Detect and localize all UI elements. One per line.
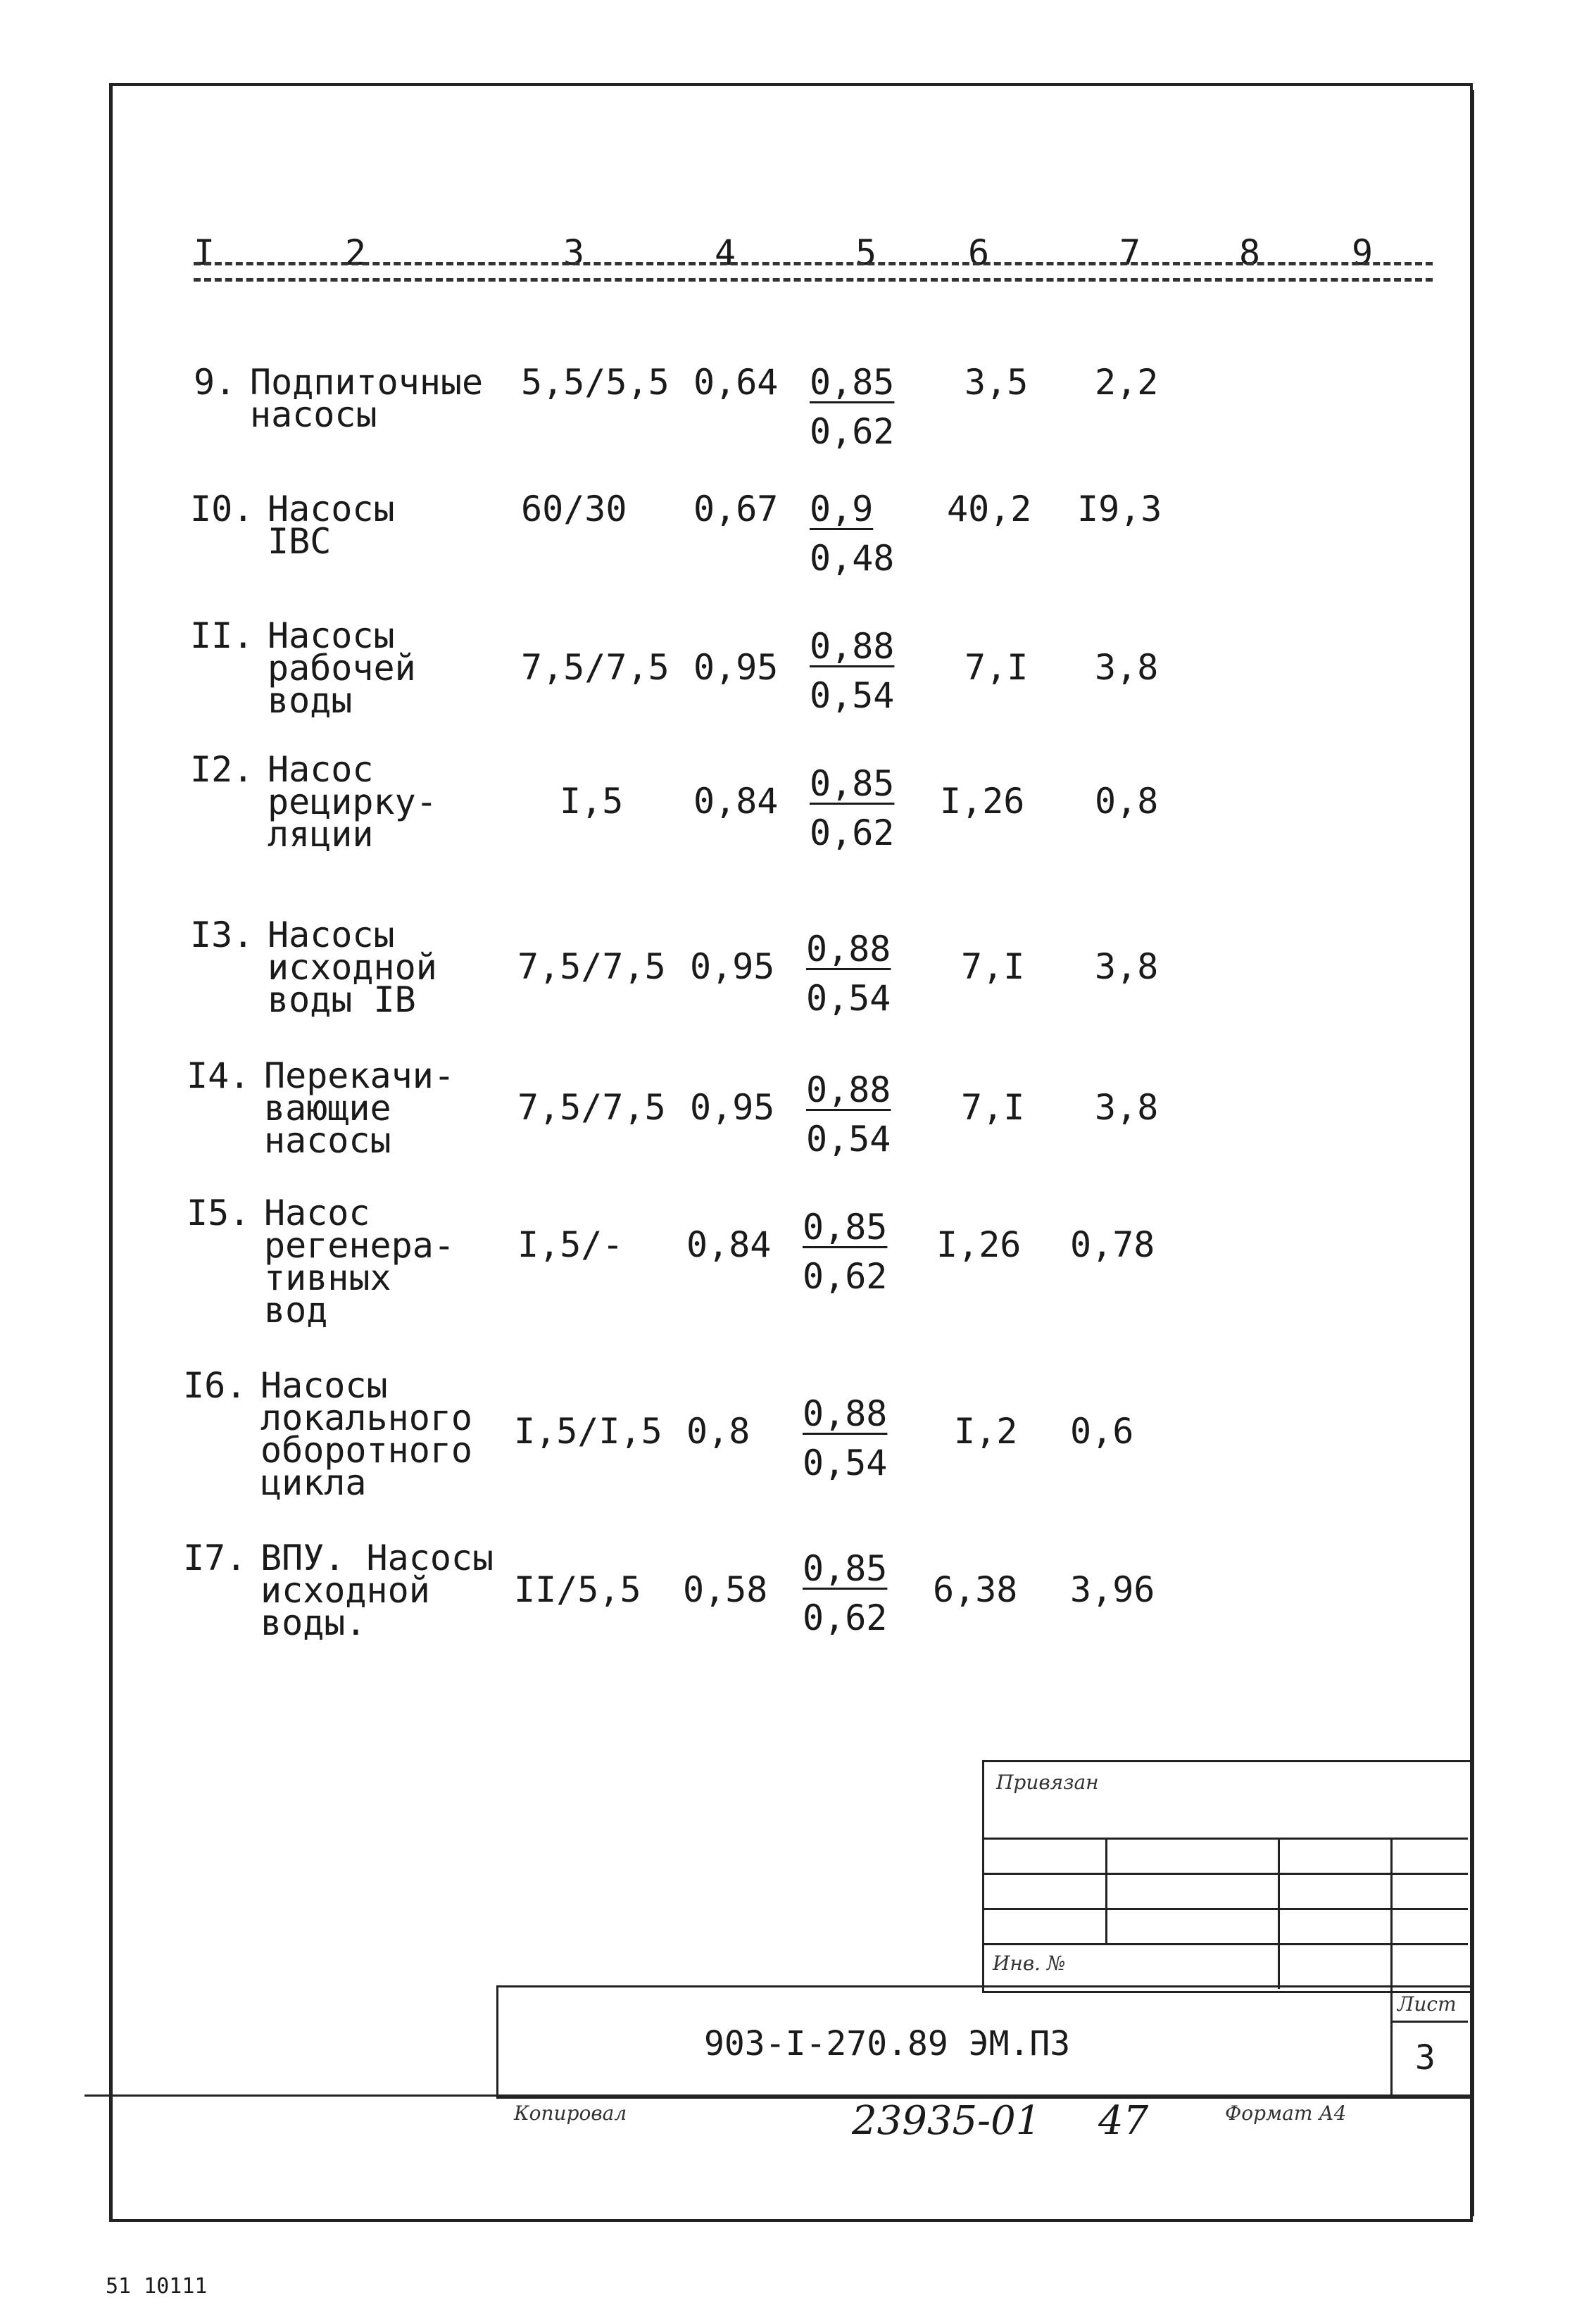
cell-col6: I,2 (954, 1411, 1018, 1452)
cell-power: 5,5/5,5 (521, 362, 670, 403)
stamp-line (1390, 1838, 1393, 1989)
cell-coef: 0,64 (693, 362, 779, 403)
copied-by-label: Копировал (514, 2102, 627, 2125)
cell-cos-bottom: 0,54 (806, 978, 891, 1019)
stamp-line (982, 1943, 1468, 1945)
cell-cos-bottom: 0,54 (803, 1443, 888, 1483)
row-name: Насос рецирку- ляции (268, 749, 437, 855)
cell-coef: 0,58 (683, 1569, 768, 1610)
cell-col7: 3,8 (1095, 946, 1159, 987)
cell-col7: 3,8 (1095, 1087, 1159, 1128)
cell-power: I,5 (560, 781, 624, 822)
inventory-number-label: Инв. № (993, 1952, 1066, 1975)
cell-cos-bottom: 0,62 (803, 1597, 888, 1638)
cell-cos-top: 0,85 (803, 1207, 888, 1248)
column-header: I (194, 232, 215, 273)
cell-col6: I,26 (936, 1224, 1022, 1265)
row-number: I4. (187, 1055, 251, 1096)
row-number: I6. (183, 1365, 247, 1406)
cell-col7: 3,8 (1095, 647, 1159, 688)
binding-stamp-label: Привязан (996, 1771, 1099, 1794)
row-number: I5. (187, 1193, 251, 1233)
cell-col6: 7,I (961, 946, 1025, 987)
column-header: 5 (855, 232, 877, 273)
cell-col7: 0,78 (1070, 1224, 1155, 1265)
cell-cos-bottom: 0,62 (803, 1256, 888, 1297)
cell-coef: 0,84 (686, 1224, 772, 1265)
cell-cos-bottom: 0,48 (810, 538, 895, 579)
cell-coef: 0,8 (686, 1411, 750, 1452)
document-code: 903-I-270.89 ЭМ.ПЗ (704, 2024, 1071, 2064)
row-name: Насосы IВС (268, 489, 395, 562)
cell-cos-top: 0,88 (810, 626, 895, 667)
row-name: Насосы рабочей воды (268, 615, 416, 721)
header-dashed-line (194, 278, 1433, 282)
sheet-number: 3 (1415, 2038, 1435, 2078)
cell-power: 7,5/7,5 (517, 1087, 666, 1128)
cell-cos-bottom: 0,54 (806, 1119, 891, 1160)
row-number: II. (190, 615, 254, 656)
handwritten-number: 23935-01 (852, 2098, 1041, 2144)
cell-col6: 3,5 (964, 362, 1029, 403)
row-number: I0. (190, 489, 254, 529)
cell-coef: 0,84 (693, 781, 779, 822)
cell-col7: 2,2 (1095, 362, 1159, 403)
stamp-line (982, 1908, 1468, 1910)
column-header: 9 (1352, 232, 1374, 273)
title-block-divider (1390, 1985, 1393, 2094)
column-header: 7 (1119, 232, 1141, 273)
cell-col7: 0,6 (1070, 1411, 1134, 1452)
cell-col6: 7,I (964, 647, 1029, 688)
cell-cos-bottom: 0,62 (810, 411, 895, 452)
cell-cos-top: 0,85 (810, 362, 895, 403)
cell-cos-top: 0,9 (810, 489, 874, 529)
cell-cos-top: 0,88 (803, 1393, 888, 1434)
cell-col6: 6,38 (933, 1569, 1018, 1610)
cell-col7: I9,3 (1077, 489, 1162, 529)
cell-cos-top: 0,85 (810, 763, 895, 804)
row-number: I7. (183, 1538, 247, 1578)
cell-power: 7,5/7,5 (521, 647, 670, 688)
cell-col7: 3,96 (1070, 1569, 1155, 1610)
column-header: 6 (968, 232, 990, 273)
header-dashed-line (194, 262, 1433, 265)
cell-cos-top: 0,88 (806, 929, 891, 969)
title-block-divider (1390, 2021, 1468, 2023)
cell-col7: 0,8 (1095, 781, 1159, 822)
cell-col6: 7,I (961, 1087, 1025, 1128)
column-header: 3 (563, 232, 585, 273)
row-name: Насосы локального оборотного цикла (260, 1365, 473, 1503)
bottom-mark: 51 10111 (106, 2274, 208, 2299)
cell-power: II/5,5 (514, 1569, 641, 1610)
cell-col6: 40,2 (947, 489, 1032, 529)
cell-cos-top: 0,88 (806, 1069, 891, 1110)
cell-cos-bottom: 0,62 (810, 812, 895, 853)
cell-coef: 0,67 (693, 489, 779, 529)
row-name: Перекачи- вающие насосы (264, 1055, 455, 1161)
sheet-label: Лист (1397, 1992, 1457, 2016)
column-header: 8 (1239, 232, 1261, 273)
cell-power: 7,5/7,5 (517, 946, 666, 987)
cell-coef: 0,95 (690, 1087, 775, 1128)
column-header: 4 (715, 232, 736, 273)
stamp-line (982, 1873, 1468, 1875)
cell-cos-top: 0,85 (803, 1548, 888, 1589)
row-name: Подпиточные насосы (250, 362, 484, 435)
stamp-line (1278, 1838, 1280, 1989)
row-number: 9. (194, 362, 237, 403)
column-header: 2 (345, 232, 367, 273)
cell-coef: 0,95 (693, 647, 779, 688)
format-label: Формат А4 (1225, 2102, 1347, 2125)
stamp-line (1105, 1838, 1107, 1943)
cell-power: 60/30 (521, 489, 627, 529)
bottom-frame-line (84, 2094, 1470, 2097)
handwritten-page: 47 (1098, 2098, 1149, 2144)
stamp-line (982, 1838, 1468, 1840)
row-name: Насос регенера- тивных вод (264, 1193, 455, 1331)
cell-coef: 0,95 (690, 946, 775, 987)
row-number: I3. (190, 915, 254, 955)
row-number: I2. (190, 749, 254, 790)
row-name: Насосы исходной воды IВ (268, 915, 437, 1020)
cell-power: I,5/I,5 (514, 1411, 662, 1452)
cell-col6: I,26 (940, 781, 1025, 822)
cell-cos-bottom: 0,54 (810, 675, 895, 716)
cell-power: I,5/- (517, 1224, 624, 1265)
row-name: ВПУ. Насосы исходной воды. (260, 1538, 494, 1643)
